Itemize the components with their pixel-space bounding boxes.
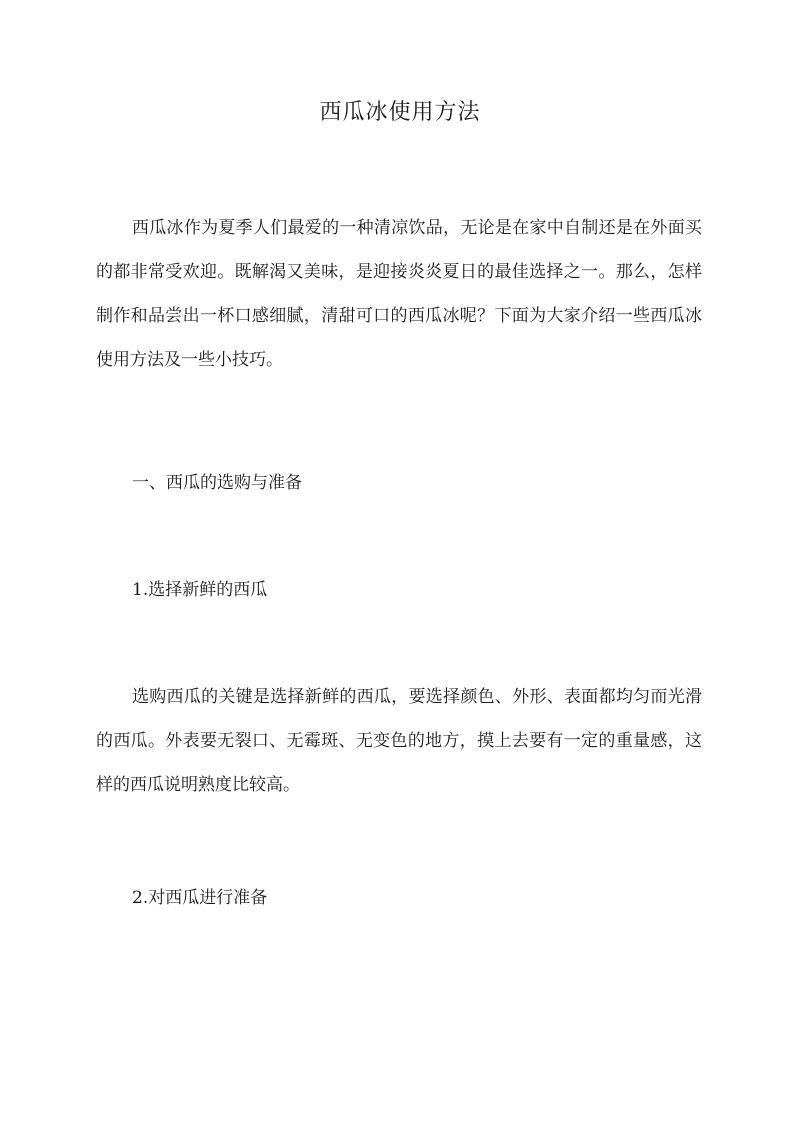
- subsection-1-paragraph: 选购西瓜的关键是选择新鲜的西瓜，要选择颜色、外形、表面都均匀而光滑的西瓜。外表要无裂口、无霉斑、无变色的地方，摸上去要有一定的重量感，这样的西瓜说明熟度比较高。: [96, 687, 702, 795]
- section-heading-1: 一、西瓜的选购与准备: [132, 473, 302, 493]
- subsection-heading-2: 2.对西瓜进行准备: [132, 888, 268, 908]
- subsection-heading-1: 1.选择新鲜的西瓜: [132, 580, 268, 600]
- intro-paragraph: 西瓜冰作为夏季人们最爱的一种清凉饮品，无论是在家中自制还是在外面买的都非常受欢迎。既解渴又美味，是迎接炎炎夏日的最佳选择之一。那么，怎样制作和品尝出一杯口感细腻，清甜可口的西瓜冰呢？下面为大家介绍一些西瓜冰使用方法及一些小技巧。: [96, 218, 702, 370]
- document-title: 西瓜冰使用方法: [319, 100, 481, 125]
